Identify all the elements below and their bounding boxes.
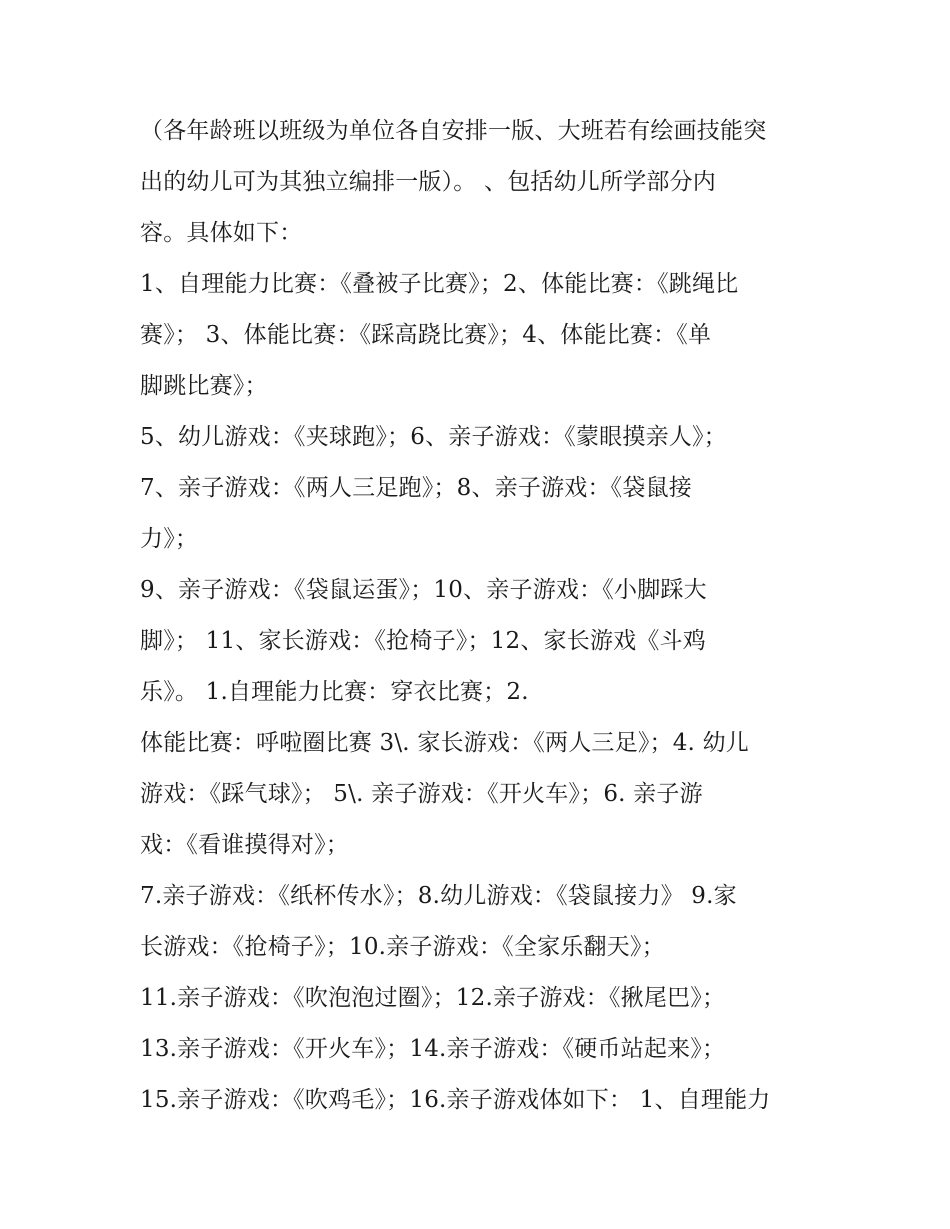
- text-line: 7、亲子游戏：《两人三足跑》；8、亲子游戏：《袋鼠接: [140, 475, 692, 501]
- text-line: 脚》； 11、家长游戏：《抢椅子》；12、家长游戏《斗鸡: [140, 628, 706, 654]
- text-line: 5、幼儿游戏：《夹球跑》；6、亲子游戏：《蒙眼摸亲人》；: [140, 424, 727, 450]
- text-line: 体能比赛：呼啦圈比赛 3\. 家长游戏：《两人三足》；4. 幼儿: [140, 730, 749, 756]
- text-line: 出的幼儿可为其独立编排一版）。 、包括幼儿所学部分内: [140, 169, 717, 195]
- text-line: （各年龄班以班级为单位各自安排一版、大班若有绘画技能突: [140, 118, 767, 144]
- text-line: 脚跳比赛》；: [140, 373, 268, 399]
- text-line: 11.亲子游戏：《吹泡泡过圈》；12.亲子游戏：《揪尾巴》；: [140, 985, 726, 1011]
- text-line: 15.亲子游戏：《吹鸡毛》；16.亲子游戏体如下： 1、自理能力: [140, 1087, 771, 1113]
- text-line: 赛》； 3、体能比赛：《踩高跷比赛》；4、体能比赛：《单: [140, 322, 712, 348]
- text-line: 乐》。 1.自理能力比赛：穿衣比赛；2.: [140, 679, 529, 705]
- text-line: 7.亲子游戏：《纸杯传水》；8.幼儿游戏：《袋鼠接力》 9.家: [140, 883, 737, 909]
- text-line: 戏：《看谁摸得对》；: [140, 832, 349, 858]
- text-line: 13.亲子游戏：《开火车》；14.亲子游戏：《硬币站起来》；: [140, 1036, 726, 1062]
- text-line: 1、自理能力比赛：《叠被子比赛》；2、体能比赛：《跳绳比: [140, 271, 739, 297]
- text-line: 容。具体如下：: [140, 220, 303, 246]
- text-line: 力》；: [140, 526, 199, 552]
- text-line: 9、亲子游戏：《袋鼠运蛋》；10、亲子游戏：《小脚踩大: [140, 577, 707, 603]
- text-line: 长游戏：《抢椅子》；10.亲子游戏：《全家乐翻天》；: [140, 934, 665, 960]
- body-text: [140, 106, 820, 1126]
- text-line: 游戏：《踩气球》； 5\. 亲子游戏：《开火车》；6. 亲子游: [140, 781, 703, 807]
